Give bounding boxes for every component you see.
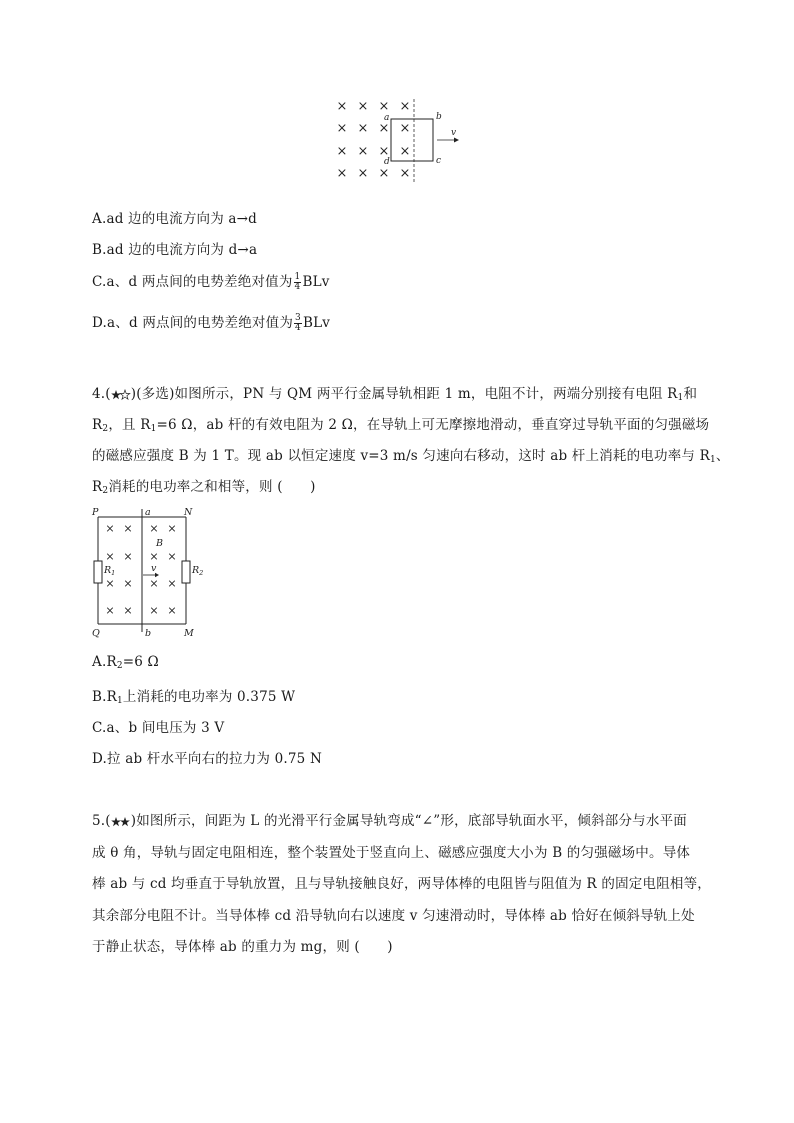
field-cross: × xyxy=(149,550,159,563)
label-v: v xyxy=(151,563,157,574)
label-a: a xyxy=(384,113,390,123)
q3-option-a: A.ad 边的电流方向为 a→d xyxy=(92,211,258,227)
field-cross: × xyxy=(399,121,411,136)
label-m: M xyxy=(184,628,194,639)
field-cross: × xyxy=(123,577,133,590)
q5-line-5: 于静止状态，导体棒 ab 的重力为 mg，则 ( ) xyxy=(92,939,393,955)
loop-field-figure xyxy=(330,95,465,185)
square-loop xyxy=(391,119,433,161)
field-cross: × xyxy=(149,522,159,535)
fraction-one-quarter: $\frac{1}{4}$ xyxy=(294,272,301,292)
q3-option-c xyxy=(92,270,330,292)
label-b: b xyxy=(436,112,442,122)
q4-option-d: D.拉 ab 杆水平向右的拉力为 0.75 N xyxy=(92,751,322,767)
q4-line-3: 的磁感应强度 B 为 1 T。现 ab 以恒定速度 v=3 m/s 匀速向右移动，这时 ab 杆上消耗的电功率与 $R_1$、 xyxy=(92,448,730,465)
field-cross: × xyxy=(336,166,348,181)
field-cross: × xyxy=(336,144,348,159)
field-cross: × xyxy=(378,121,390,136)
resistor-r2 xyxy=(182,561,190,583)
field-cross: × xyxy=(357,121,369,136)
q5-line-1: 5.( )如图所示，间距为 L 的光滑平行金属导轨弯成“∠”形，底部导轨面水平，倾斜部分与水平面 xyxy=(92,813,687,829)
difficulty-star-icon xyxy=(111,389,131,401)
label-a: a xyxy=(145,507,151,518)
question-number: 5.( xyxy=(92,813,111,829)
field-cross: × xyxy=(123,604,133,617)
field-cross: × xyxy=(399,144,411,159)
q4-line-2: $R_2$，且 $R_1=6$ Ω，ab 杆的有效电阻为 2 Ω，在导轨上可无摩擦地滑动，垂直穿过导轨平面的匀强磁场 xyxy=(92,417,710,434)
q4-text: (多选)如图所示，PN 与 QM 两平行金属导轨相距 1 m，电阻不计，两端分别接有电阻 R xyxy=(136,386,678,402)
q5-line-3: 棒 ab 与 cd 均垂直于导轨放置，且与导轨接触良好，两导体棒的电阻皆与阻值为 R 的固定电阻相等， xyxy=(92,876,712,892)
label-d: d xyxy=(384,157,390,167)
q4-line-4: $R_2$消耗的电功率之和相等，则 ( ) xyxy=(92,479,316,496)
label-v: v xyxy=(451,128,457,138)
field-cross: × xyxy=(123,550,133,563)
field-cross: × xyxy=(336,99,348,114)
label-p: P xyxy=(92,507,99,518)
fraction-three-quarters: $\frac{3}{4}$ xyxy=(295,313,301,333)
velocity-arrowhead xyxy=(454,138,459,143)
field-cross: × xyxy=(167,522,177,535)
label-r1: $R_1$ xyxy=(104,565,116,577)
field-cross: × xyxy=(378,99,390,114)
option-d-unit: BLv xyxy=(302,315,331,331)
field-cross: × xyxy=(167,604,177,617)
field-cross: × xyxy=(105,577,115,590)
label-q: Q xyxy=(92,628,100,639)
field-cross: × xyxy=(378,166,390,181)
field-cross: × xyxy=(399,99,411,114)
option-c-text: C.a、d 两点间的电势差绝对值为 xyxy=(92,274,293,290)
field-cross: × xyxy=(123,522,133,535)
field-cross: × xyxy=(167,550,177,563)
resistor-r1 xyxy=(94,561,102,583)
option-c-unit: BLv xyxy=(302,274,330,290)
q4-option-a: $A.R_2=6$ Ω xyxy=(92,654,159,671)
field-cross: × xyxy=(357,99,369,114)
field-cross: × xyxy=(357,166,369,181)
q5-line-2: 成 θ 角，导轨与固定电阻相连，整个装置处于竖直向上、磁感应强度大小为 B 的匀强磁场中。导体 xyxy=(92,845,691,861)
field-cross: × xyxy=(149,604,159,617)
label-b: b xyxy=(145,628,152,639)
magnetic-field-crosses xyxy=(337,99,411,181)
q4-option-c: C.a、b 间电压为 3 V xyxy=(92,720,225,736)
field-cross: × xyxy=(105,522,115,535)
option-d-text: D.a、d 两点间的电势差绝对值为 xyxy=(92,315,294,331)
field-cross: × xyxy=(105,604,115,617)
field-cross: × xyxy=(167,577,177,590)
q3-option-b: B.ad 边的电流方向为 d→a xyxy=(92,242,258,258)
question-number: 4.( xyxy=(92,386,111,402)
field-cross: × xyxy=(357,144,369,159)
field-cross: × xyxy=(149,577,159,590)
field-cross: × xyxy=(105,550,115,563)
q3-option-d xyxy=(92,311,330,333)
label-n: N xyxy=(184,507,193,518)
field-cross: × xyxy=(399,166,411,181)
q4-option-b: $B.R_1$上消耗的电功率为 0.375 W xyxy=(92,689,296,706)
label-r2: $R_2$ xyxy=(192,565,204,577)
q4-line-1: 4.( )(多选)如图所示，PN 与 QM 两平行金属导轨相距 1 m，电阻不计，两端分别接有电阻 $R_1$和 xyxy=(92,386,698,403)
field-cross: × xyxy=(378,144,390,159)
field-cross: × xyxy=(336,121,348,136)
rail-circuit-figure xyxy=(88,505,213,640)
label-field-b: B xyxy=(156,538,163,549)
label-c: c xyxy=(436,156,442,166)
difficulty-star-icon xyxy=(111,816,131,828)
q5-line-4: 其余部分电阻不计。当导体棒 cd 沿导轨向右以速度 v 匀速滑动时，导体棒 ab 恰好在倾斜导轨上处 xyxy=(92,908,695,924)
